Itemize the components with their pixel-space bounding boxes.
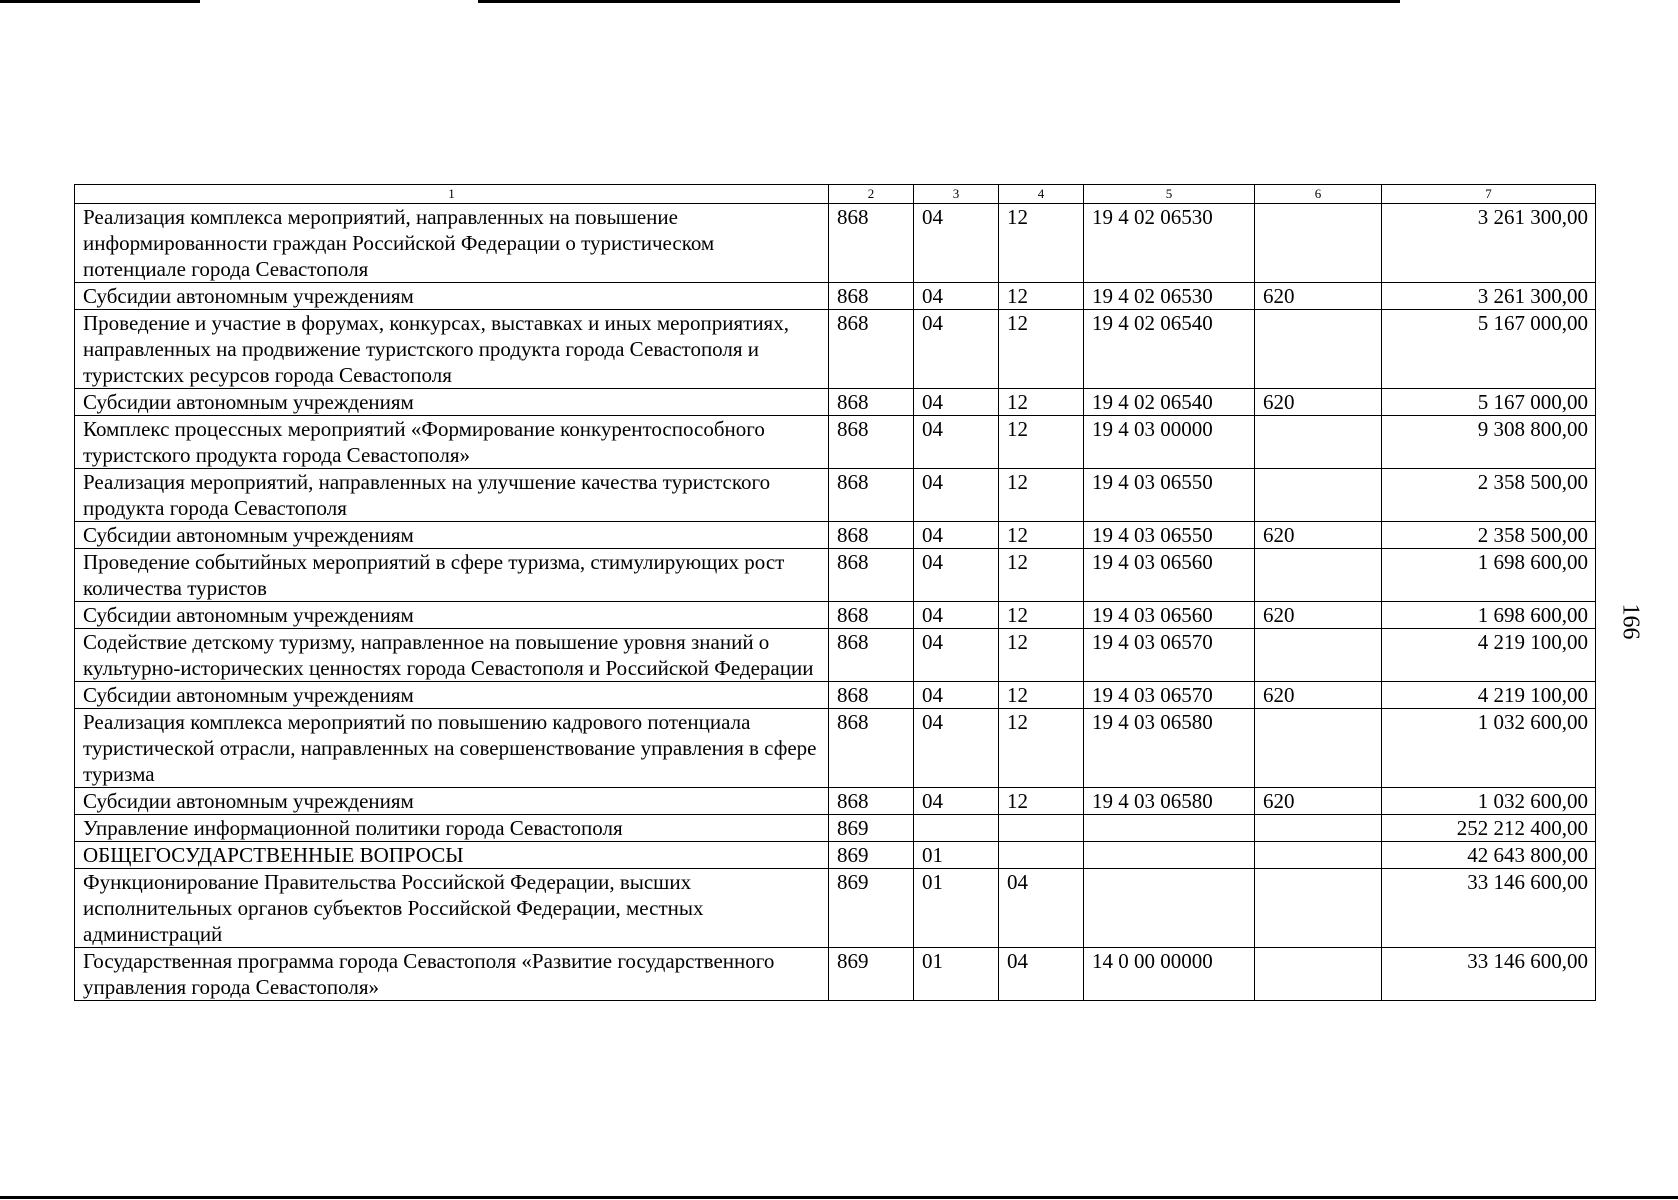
admin-code-cell: 868 bbox=[829, 204, 914, 283]
subsection-code-cell: 04 bbox=[999, 869, 1084, 948]
expense-type-cell: 620 bbox=[1255, 602, 1382, 629]
subsection-code-cell bbox=[999, 842, 1084, 869]
target-article-cell: 19 4 03 06570 bbox=[1084, 629, 1255, 682]
admin-code-cell: 869 bbox=[829, 869, 914, 948]
table-row bbox=[75, 416, 1596, 469]
target-article-cell: 19 4 03 06550 bbox=[1084, 522, 1255, 549]
admin-code-cell: 869 bbox=[829, 948, 914, 1001]
target-article-cell bbox=[1084, 842, 1255, 869]
target-article-cell: 19 4 02 06540 bbox=[1084, 389, 1255, 416]
row-name-cell: Реализация комплекса мероприятий по повышению кадрового потенциала туристической отрасли, направленных на совершенствование управления в сфере туризма bbox=[75, 709, 829, 788]
row-name-cell: Субсидии автономным учреждениям bbox=[75, 283, 829, 310]
section-code-cell: 04 bbox=[914, 283, 999, 310]
subsection-code-cell: 12 bbox=[999, 389, 1084, 416]
column-number: 4 bbox=[999, 185, 1084, 204]
expense-type-cell: 620 bbox=[1255, 682, 1382, 709]
expense-type-cell bbox=[1255, 629, 1382, 682]
table-row bbox=[75, 709, 1596, 788]
subsection-code-cell: 12 bbox=[999, 682, 1084, 709]
target-article-cell: 19 4 03 06580 bbox=[1084, 709, 1255, 788]
amount-cell: 3 261 300,00 bbox=[1382, 283, 1596, 310]
table-row bbox=[75, 869, 1596, 948]
admin-code-cell: 868 bbox=[829, 709, 914, 788]
expense-type-cell bbox=[1255, 869, 1382, 948]
admin-code-cell: 868 bbox=[829, 522, 914, 549]
amount-cell: 5 167 000,00 bbox=[1382, 310, 1596, 389]
target-article-cell: 19 4 03 06550 bbox=[1084, 469, 1255, 522]
amount-cell: 42 643 800,00 bbox=[1382, 842, 1596, 869]
table-row bbox=[75, 549, 1596, 602]
expense-type-cell bbox=[1255, 416, 1382, 469]
target-article-cell: 19 4 02 06530 bbox=[1084, 283, 1255, 310]
amount-cell: 4 219 100,00 bbox=[1382, 682, 1596, 709]
table-row bbox=[75, 682, 1596, 709]
section-code-cell: 04 bbox=[914, 602, 999, 629]
section-code-cell: 04 bbox=[914, 389, 999, 416]
row-name-cell: Реализация мероприятий, направленных на улучшение качества туристского продукта города Севастополя bbox=[75, 469, 829, 522]
subsection-code-cell: 12 bbox=[999, 283, 1084, 310]
subsection-code-cell bbox=[999, 815, 1084, 842]
top-rule-left bbox=[0, 0, 200, 3]
expense-type-cell: 620 bbox=[1255, 283, 1382, 310]
table-row bbox=[75, 842, 1596, 869]
subsection-code-cell: 12 bbox=[999, 549, 1084, 602]
table-row bbox=[75, 283, 1596, 310]
admin-code-cell: 868 bbox=[829, 682, 914, 709]
row-name-cell: Управление информационной политики города Севастополя bbox=[75, 815, 829, 842]
expense-type-cell: 620 bbox=[1255, 522, 1382, 549]
bottom-rule bbox=[0, 1196, 1678, 1199]
target-article-cell: 19 4 03 06560 bbox=[1084, 602, 1255, 629]
row-name-cell: Проведение событийных мероприятий в сфере туризма, стимулирующих рост количества туристов bbox=[75, 549, 829, 602]
expense-type-cell bbox=[1255, 204, 1382, 283]
subsection-code-cell: 12 bbox=[999, 788, 1084, 815]
row-name-cell: Субсидии автономным учреждениям bbox=[75, 682, 829, 709]
target-article-cell bbox=[1084, 869, 1255, 948]
row-name-cell: Субсидии автономным учреждениям bbox=[75, 788, 829, 815]
expense-type-cell bbox=[1255, 815, 1382, 842]
admin-code-cell: 869 bbox=[829, 815, 914, 842]
subsection-code-cell: 04 bbox=[999, 948, 1084, 1001]
amount-cell: 2 358 500,00 bbox=[1382, 522, 1596, 549]
section-code-cell: 04 bbox=[914, 788, 999, 815]
admin-code-cell: 868 bbox=[829, 310, 914, 389]
table-row bbox=[75, 788, 1596, 815]
target-article-cell: 14 0 00 00000 bbox=[1084, 948, 1255, 1001]
target-article-cell: 19 4 03 06570 bbox=[1084, 682, 1255, 709]
section-code-cell: 04 bbox=[914, 469, 999, 522]
page-number: 166 bbox=[1617, 603, 1644, 640]
amount-cell: 2 358 500,00 bbox=[1382, 469, 1596, 522]
table-row bbox=[75, 629, 1596, 682]
admin-code-cell: 868 bbox=[829, 602, 914, 629]
row-name-cell: ОБЩЕГОСУДАРСТВЕННЫЕ ВОПРОСЫ bbox=[75, 842, 829, 869]
section-code-cell: 04 bbox=[914, 629, 999, 682]
expense-type-cell: 620 bbox=[1255, 788, 1382, 815]
admin-code-cell: 869 bbox=[829, 842, 914, 869]
row-name-cell: Содействие детскому туризму, направленное на повышение уровня знаний о культурно-исторических ценностях города Севастополя и Российской Федерации bbox=[75, 629, 829, 682]
subsection-code-cell: 12 bbox=[999, 310, 1084, 389]
section-code-cell: 01 bbox=[914, 948, 999, 1001]
row-name-cell: Субсидии автономным учреждениям bbox=[75, 522, 829, 549]
target-article-cell: 19 4 03 06580 bbox=[1084, 788, 1255, 815]
amount-cell: 252 212 400,00 bbox=[1382, 815, 1596, 842]
subsection-code-cell: 12 bbox=[999, 709, 1084, 788]
table-row bbox=[75, 815, 1596, 842]
subsection-code-cell: 12 bbox=[999, 469, 1084, 522]
expense-type-cell bbox=[1255, 549, 1382, 602]
amount-cell: 1 032 600,00 bbox=[1382, 709, 1596, 788]
budget-table bbox=[74, 184, 1596, 1001]
column-number: 2 bbox=[829, 185, 914, 204]
expense-type-cell: 620 bbox=[1255, 389, 1382, 416]
amount-cell: 1 698 600,00 bbox=[1382, 602, 1596, 629]
section-code-cell: 04 bbox=[914, 416, 999, 469]
expense-type-cell bbox=[1255, 709, 1382, 788]
section-code-cell: 04 bbox=[914, 549, 999, 602]
column-number: 1 bbox=[75, 185, 829, 204]
subsection-code-cell: 12 bbox=[999, 204, 1084, 283]
amount-cell: 9 308 800,00 bbox=[1382, 416, 1596, 469]
row-name-cell: Субсидии автономным учреждениям bbox=[75, 389, 829, 416]
row-name-cell: Субсидии автономным учреждениям bbox=[75, 602, 829, 629]
admin-code-cell: 868 bbox=[829, 416, 914, 469]
admin-code-cell: 868 bbox=[829, 549, 914, 602]
amount-cell: 3 261 300,00 bbox=[1382, 204, 1596, 283]
row-name-cell: Государственная программа города Севастополя «Развитие государственного управления города Севастополя» bbox=[75, 948, 829, 1001]
section-code-cell: 04 bbox=[914, 310, 999, 389]
amount-cell: 1 032 600,00 bbox=[1382, 788, 1596, 815]
top-rule-right bbox=[478, 0, 1400, 3]
table-row bbox=[75, 469, 1596, 522]
table-row bbox=[75, 522, 1596, 549]
section-code-cell: 04 bbox=[914, 522, 999, 549]
admin-code-cell: 868 bbox=[829, 629, 914, 682]
expense-type-cell bbox=[1255, 948, 1382, 1001]
subsection-code-cell: 12 bbox=[999, 602, 1084, 629]
column-number: 7 bbox=[1382, 185, 1596, 204]
subsection-code-cell: 12 bbox=[999, 416, 1084, 469]
column-number: 6 bbox=[1255, 185, 1382, 204]
amount-cell: 33 146 600,00 bbox=[1382, 948, 1596, 1001]
amount-cell: 5 167 000,00 bbox=[1382, 389, 1596, 416]
table-body bbox=[75, 204, 1596, 1001]
target-article-cell: 19 4 02 06530 bbox=[1084, 204, 1255, 283]
row-name-cell: Проведение и участие в форумах, конкурсах, выставках и иных мероприятиях, направленных на продвижение туристского продукта города Севастополя и туристских ресурсов города Севастополя bbox=[75, 310, 829, 389]
amount-cell: 33 146 600,00 bbox=[1382, 869, 1596, 948]
column-number-row bbox=[75, 185, 1596, 204]
table-row bbox=[75, 204, 1596, 283]
section-code-cell: 04 bbox=[914, 709, 999, 788]
section-code-cell: 01 bbox=[914, 842, 999, 869]
column-number: 3 bbox=[914, 185, 999, 204]
target-article-cell: 19 4 02 06540 bbox=[1084, 310, 1255, 389]
amount-cell: 4 219 100,00 bbox=[1382, 629, 1596, 682]
row-name-cell: Функционирование Правительства Российской Федерации, высших исполнительных органов субъектов Российской Федерации, местных администраций bbox=[75, 869, 829, 948]
row-name-cell: Комплекс процессных мероприятий «Формирование конкурентоспособного туристского продукта города Севастополя» bbox=[75, 416, 829, 469]
table-row bbox=[75, 602, 1596, 629]
section-code-cell: 01 bbox=[914, 869, 999, 948]
column-number: 5 bbox=[1084, 185, 1255, 204]
subsection-code-cell: 12 bbox=[999, 629, 1084, 682]
section-code-cell: 04 bbox=[914, 682, 999, 709]
expense-type-cell bbox=[1255, 842, 1382, 869]
expense-type-cell bbox=[1255, 310, 1382, 389]
table-row bbox=[75, 310, 1596, 389]
admin-code-cell: 868 bbox=[829, 283, 914, 310]
section-code-cell bbox=[914, 815, 999, 842]
subsection-code-cell: 12 bbox=[999, 522, 1084, 549]
table-row bbox=[75, 389, 1596, 416]
target-article-cell: 19 4 03 06560 bbox=[1084, 549, 1255, 602]
admin-code-cell: 868 bbox=[829, 788, 914, 815]
admin-code-cell: 868 bbox=[829, 389, 914, 416]
expense-type-cell bbox=[1255, 469, 1382, 522]
section-code-cell: 04 bbox=[914, 204, 999, 283]
target-article-cell bbox=[1084, 815, 1255, 842]
row-name-cell: Реализация комплекса мероприятий, направленных на повышение информированности граждан Российской Федерации о туристическом потенциале города Севастополя bbox=[75, 204, 829, 283]
amount-cell: 1 698 600,00 bbox=[1382, 549, 1596, 602]
table-row bbox=[75, 948, 1596, 1001]
admin-code-cell: 868 bbox=[829, 469, 914, 522]
target-article-cell: 19 4 03 00000 bbox=[1084, 416, 1255, 469]
